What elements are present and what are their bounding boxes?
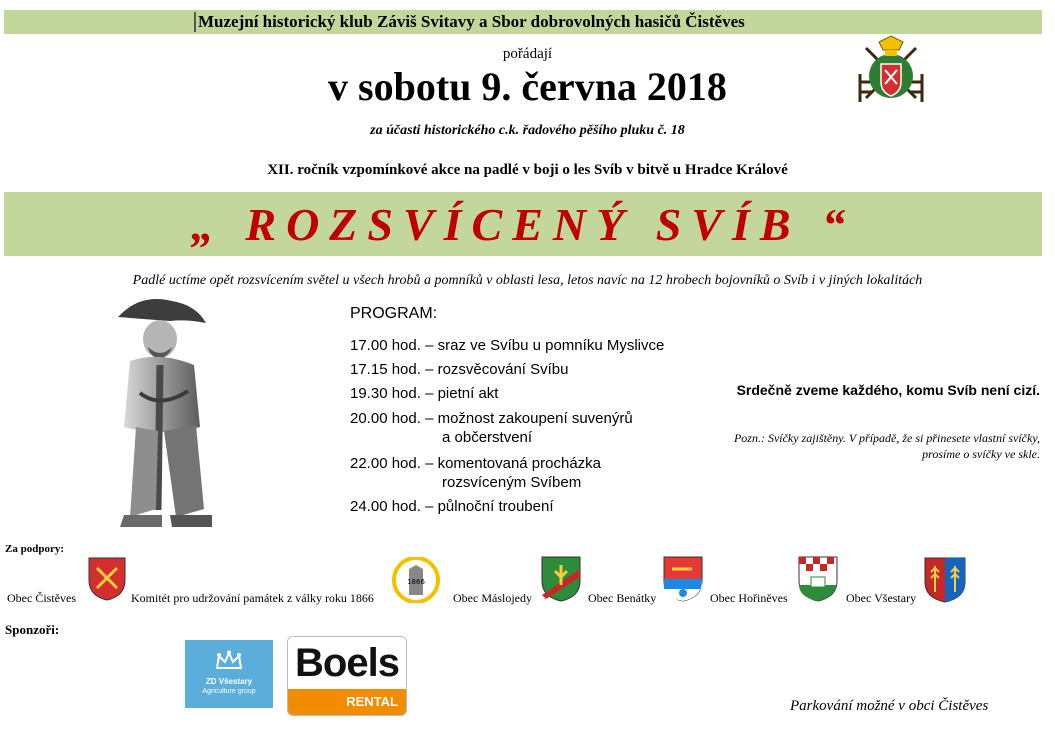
support-title: Za podpory: [5,543,64,555]
invite-text: Srdečně zveme každého, komu Svíb není cizí. [736,382,1040,398]
support-item: Obec Všestary [846,591,917,605]
zd-subtitle: Agriculture group [202,688,256,695]
benatky-coat-of-arms-icon [662,555,704,603]
poradaji-text: pořádají [502,46,553,62]
committee-1866-badge-icon [391,557,441,603]
support-item: Komitét pro udržování památek z války roku 1866 [131,591,374,605]
zd-vsestary-logo [185,640,273,708]
soldier-statue-image [100,295,230,530]
program-item: 17.15 hod. – rozsvěcování Svíbu [350,361,569,378]
organizers-text: Muzejní historický klub Záviš Svitavy a Sbor dobrovolných hasičů Čistěves [194,12,745,32]
firefighter-emblem-icon [852,34,930,106]
note-text [680,430,1040,462]
sponsors-title: Sponzoři: [5,622,60,637]
vsestary-coat-of-arms-icon [923,556,967,604]
intro-text: Padlé uctíme opět rozsvícením světel u všech hrobů a pomníků v oblasti lesa, letos navíc na 12 hrobech bojovníků o Svíb i v jiných lokalitách [132,273,923,288]
support-item: Obec Máslojedy [453,591,532,605]
note-line-2: prosíme o svíčky ve skle. [922,447,1040,461]
occasion-text: XII. ročník vzpomínkové akce na padlé v boji o les Svíb v bitvě u Hradce Králové [267,162,788,178]
program-item: 17.00 hod. – sraz ve Svíbu u pomníku Myslivce [350,337,665,354]
program-item-continued: a občerstvení [442,429,533,446]
event-title: „ ROZSVÍCENÝ SVÍB “ [190,199,856,250]
cistoves-coat-of-arms-icon [87,556,127,602]
program-item: 22.00 hod. – komentovaná procházka [350,455,602,472]
event-date: v sobotu 9. června 2018 [328,64,727,109]
horineves-coat-of-arms-icon [797,555,839,603]
zd-name: ZD Všestary [205,677,253,686]
boels-rental-logo [287,636,407,716]
support-item: Obec Čistěves [7,591,76,605]
program-title: PROGRAM: [350,305,438,322]
badge-year-text: 1866 [407,578,425,586]
program-item: 19.30 hod. – pietní akt [350,385,499,402]
program-item: 20.00 hod. – možnost zakoupení suvenýrů [350,410,633,427]
participation-text: za účasti historického c.k. řadového pěšího pluku č. 18 [370,123,685,138]
parking-note: Parkování možné v obci Čistěves [790,698,989,714]
support-item: Obec Benátky [588,591,657,605]
organizers-bar [4,10,1042,34]
program-item: 24.00 hod. – půlnoční troubení [350,498,554,515]
boels-subtitle: RENTAL [288,689,406,715]
maslojedy-coat-of-arms-icon [540,555,582,603]
program-item-continued: rozsvíceným Svíbem [442,474,582,491]
event-banner [4,192,1042,256]
note-line-1: Pozn.: Svíčky zajištěny. V případě, že si přinesete vlastní svíčky, [733,431,1040,445]
crown-icon [214,650,244,672]
support-item: Obec Hořiněves [710,591,788,605]
boels-name: Boels [288,637,406,689]
